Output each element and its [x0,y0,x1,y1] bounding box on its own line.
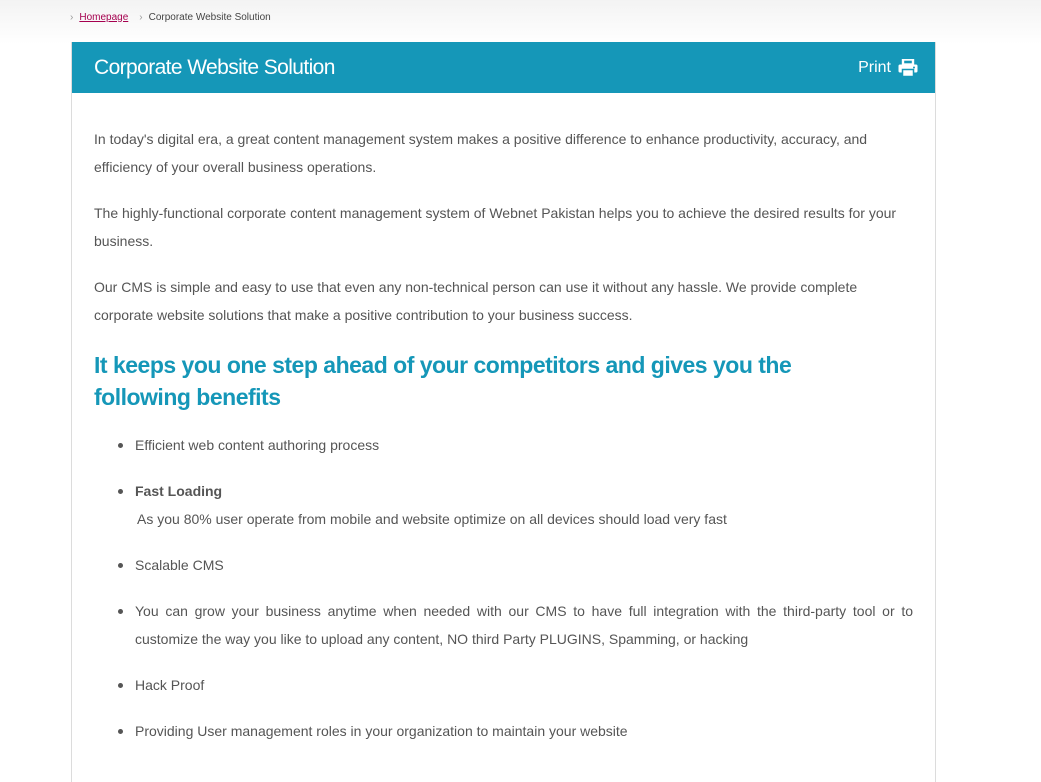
breadcrumb-home-link[interactable]: Homepage [79,11,129,23]
list-item-text: Efficient web content authoring process [135,437,380,453]
list-item-text: Hack Proof [135,677,205,693]
breadcrumb-current: Corporate Website Solution [148,11,271,23]
breadcrumb-chevron-icon: › [70,11,74,23]
print-label: Print [858,58,891,76]
list-item-text: You can grow your business anytime when needed with our CMS to have full integration with the third-party tool or to customize the way you like to upload any content, NO third Party PLUGINS, Spamming, or hacking [135,603,913,647]
card-header [72,42,935,93]
list-item-text: Providing User management roles in your organization to maintain your website [135,723,628,739]
content-card [71,42,936,782]
article-body [72,93,935,745]
page-title: Corporate Website Solution [94,55,335,79]
list-item [115,477,913,533]
list-item-title: Fast Loading [135,483,223,499]
list-item-description: As you 80% user operate from mobile and website optimize on all devices should load very fast [137,511,727,527]
benefits-list [94,431,913,745]
intro-paragraph-1: In today's digital era, a great content management system makes a positive difference to enhance productivity, accuracy, and efficiency of your overall business operations. [94,131,868,175]
list-item [115,717,913,745]
intro-paragraph-2: The highly-functional corporate content management system of Webnet Pakistan helps you to achieve the desired results for your business. [94,205,897,249]
list-item [115,671,913,699]
print-button[interactable] [858,59,918,77]
list-item [115,551,913,579]
list-item [115,431,913,459]
breadcrumb [70,10,271,24]
benefits-heading: It keeps you one step ahead of your competitors and gives you the following benefits [94,352,792,410]
breadcrumb-chevron-icon: › [139,11,143,23]
printer-icon [898,59,918,77]
intro-paragraph-3: Our CMS is simple and easy to use that even any non-technical person can use it without any hassle. We provide complete corporate website solutions that make a positive contribution to your business success. [94,279,858,323]
list-item-text: Scalable CMS [135,557,224,573]
list-item [115,597,913,653]
